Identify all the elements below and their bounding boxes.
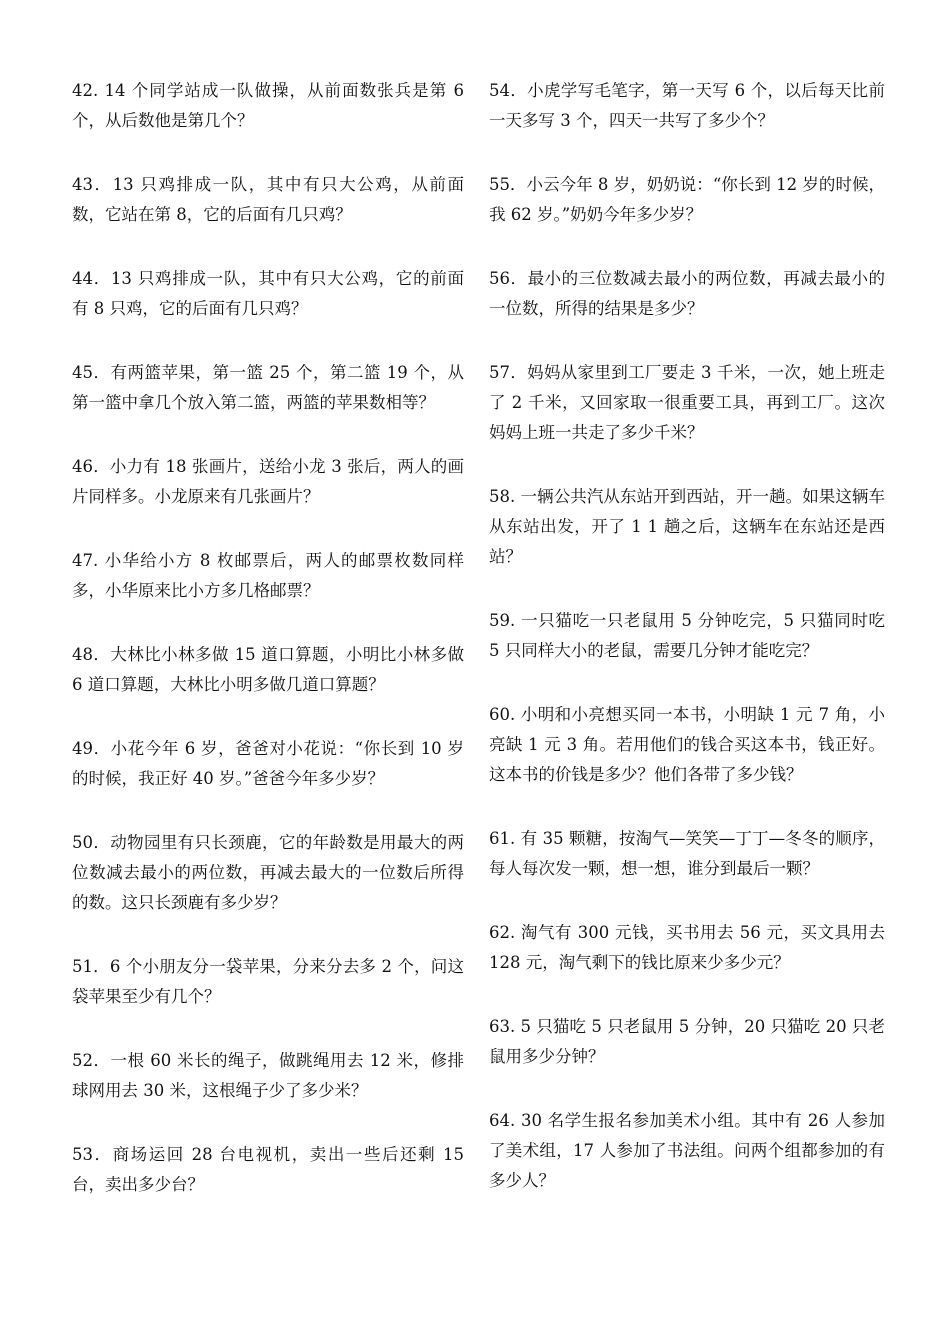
problem-50: 50．动物园里有只长颈鹿，它的年龄数是用最大的两位数减去最小的两位数，再减去最大的一位数后所得的数。这只长颈鹿有多少岁？ [72, 833, 464, 912]
problem-56: 56．最小的三位数减去最小的两位数，再减去最小的一位数，所得的结果是多少？ [489, 269, 885, 318]
problem-62: 62. 淘气有 300 元钱，买书用去 56 元，买文具用去 128 元，淘气剩下的钱比原来少多少元？ [489, 923, 885, 972]
problem-45: 45．有两篮苹果，第一篮 25 个，第二篮 19 个，从第一篮中拿几个放入第二篮，两篮的苹果数相等？ [72, 363, 464, 412]
left-column [72, 76, 464, 1234]
problem-42: 42. 14 个同学站成一队做操，从前面数张兵是第 6 个，从后数他是第几个？ [72, 81, 464, 130]
problem-51: 51．6 个小朋友分一袋苹果，分来分去多 2 个，问这袋苹果至少有几个？ [72, 957, 464, 1006]
problem-44: 44．13 只鸡排成一队，其中有只大公鸡，它的前面有 8 只鸡，它的后面有几只鸡？ [72, 269, 464, 318]
problem-54: 54．小虎学写毛笔字，第一天写 6 个，以后每天比前一天多写 3 个，四天一共写了多少个？ [489, 81, 885, 130]
problem-61: 61. 有 35 颗糖，按淘气—笑笑—丁丁—冬冬的顺序，每人每次发一颗，想一想，谁分到最后一颗？ [489, 829, 885, 878]
problem-58: 58. 一辆公共汽从东站开到西站，开一趟。如果这辆车从东站出发，开了 1 1 趟之后，这辆车在东站还是西站？ [489, 487, 885, 566]
problem-59: 59. 一只猫吃一只老鼠用 5 分钟吃完，5 只猫同时吃 5 只同样大小的老鼠，需要几分钟才能吃完？ [489, 611, 885, 660]
right-column [489, 76, 885, 1230]
problem-64: 64. 30 名学生报名参加美术小组。其中有 26 人参加了美术组，17 人参加了书法组。问两个组都参加的有多少人？ [489, 1111, 885, 1190]
problem-55: 55．小云今年 8 岁，奶奶说：“你长到 12 岁的时候，我 62 岁。”奶奶今年多少岁？ [489, 175, 885, 224]
problem-53: 53．商场运回 28 台电视机，卖出一些后还剩 15 台，卖出多少台？ [72, 1145, 464, 1194]
problem-60: 60. 小明和小亮想买同一本书，小明缺 1 元 7 角，小亮缺 1 元 3 角。若用他们的钱合买这本书，钱正好。这本书的价钱是多少？他们各带了多少钱？ [489, 705, 885, 784]
problem-47: 47. 小华给小方 8 枚邮票后，两人的邮票枚数同样多，小华原来比小方多几格邮票？ [72, 551, 464, 600]
problem-48: 48．大林比小林多做 15 道口算题，小明比小林多做 6 道口算题，大林比小明多做几道口算题？ [72, 645, 464, 694]
problem-43: 43．13 只鸡排成一队，其中有只大公鸡，从前面数，它站在第 8，它的后面有几只鸡？ [72, 175, 464, 224]
problem-63: 63. 5 只猫吃 5 只老鼠用 5 分钟，20 只猫吃 20 只老鼠用多少分钟？ [489, 1017, 885, 1066]
problem-57: 57．妈妈从家里到工厂要走 3 千米，一次，她上班走了 2 千米，又回家取一很重要工具，再到工厂。这次妈妈上班一共走了多少千米？ [489, 363, 885, 442]
problem-46: 46．小力有 18 张画片，送给小龙 3 张后，两人的画片同样多。小龙原来有几张画片？ [72, 457, 464, 506]
problem-52: 52．一根 60 米长的绳子，做跳绳用去 12 米，修排球网用去 30 米，这根绳子少了多少米？ [72, 1051, 464, 1100]
problem-49: 49．小花今年 6 岁，爸爸对小花说：“你长到 10 岁的时候，我正好 40 岁。”爸爸今年多少岁？ [72, 739, 464, 788]
